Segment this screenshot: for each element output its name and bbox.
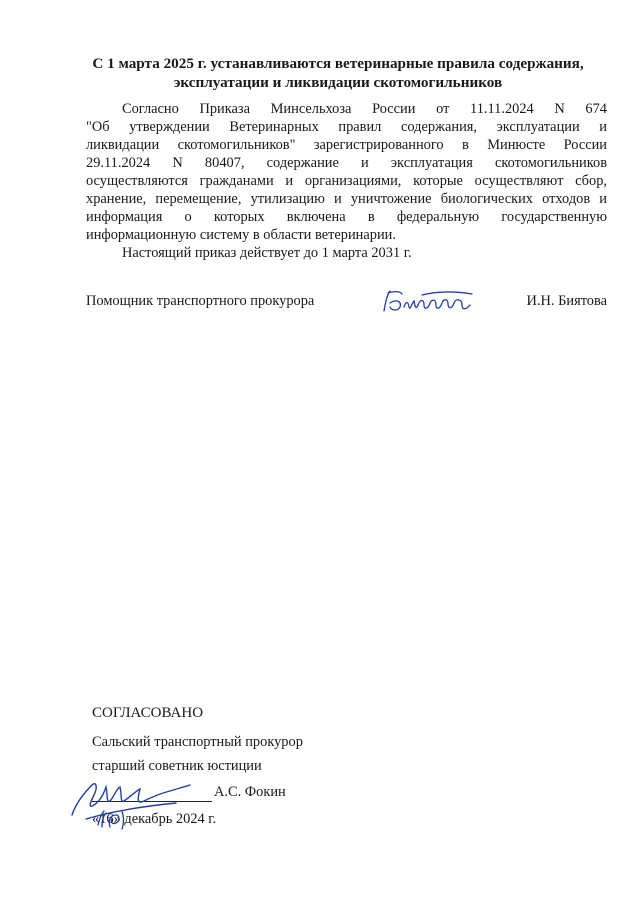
title-line: С 1 марта 2025 г. устанавливаются ветеринарные правила содержания, <box>92 55 584 72</box>
document-title <box>70 54 606 92</box>
paragraph-line: информация о которых включена в федеральную государственную <box>86 209 607 225</box>
approval-header: СОГЛАСОВАНО <box>92 705 204 721</box>
paragraph-line: информационную систему в области ветеринарии. <box>86 227 396 243</box>
signatory-name: И.Н. Биятова <box>526 293 607 309</box>
date-handwriting <box>92 805 132 833</box>
paragraph-line: осуществляются гражданами и организациями, которые осуществляют сбор, <box>86 173 607 189</box>
approval-rank: старший советник юстиции <box>92 758 262 774</box>
document-body <box>86 100 607 262</box>
paragraph-line: Согласно Приказа Минсельхоза России от 11.11.2024 N 674 <box>122 101 607 117</box>
handwritten-signature <box>378 285 478 319</box>
signature-block <box>86 293 607 323</box>
approval-position: Сальский транспортный прокурор <box>92 734 303 750</box>
approval-date: «16» декабрь 2024 г. <box>92 811 217 827</box>
paragraph-line: хранение, перемещение, утилизацию и уничтожение биологических отходов и <box>86 191 607 207</box>
validity-line: Настоящий приказ действует до 1 марта 2031 г. <box>122 245 412 261</box>
paragraph-line: ликвидации скотомогильников" зарегистрированного в Минюсте России <box>86 137 607 153</box>
signatory-position: Помощник транспортного прокурора <box>86 293 315 309</box>
title-line: эксплуатации и ликвидации скотомогильников <box>173 74 503 91</box>
paragraph-line: 29.11.2024 N 80407, содержание и эксплуатация скотомогильников <box>86 155 607 171</box>
paragraph-line: "Об утверждении Ветеринарных правил содержания, эксплуатации и <box>86 119 607 135</box>
approval-name: А.С. Фокин <box>214 784 286 800</box>
